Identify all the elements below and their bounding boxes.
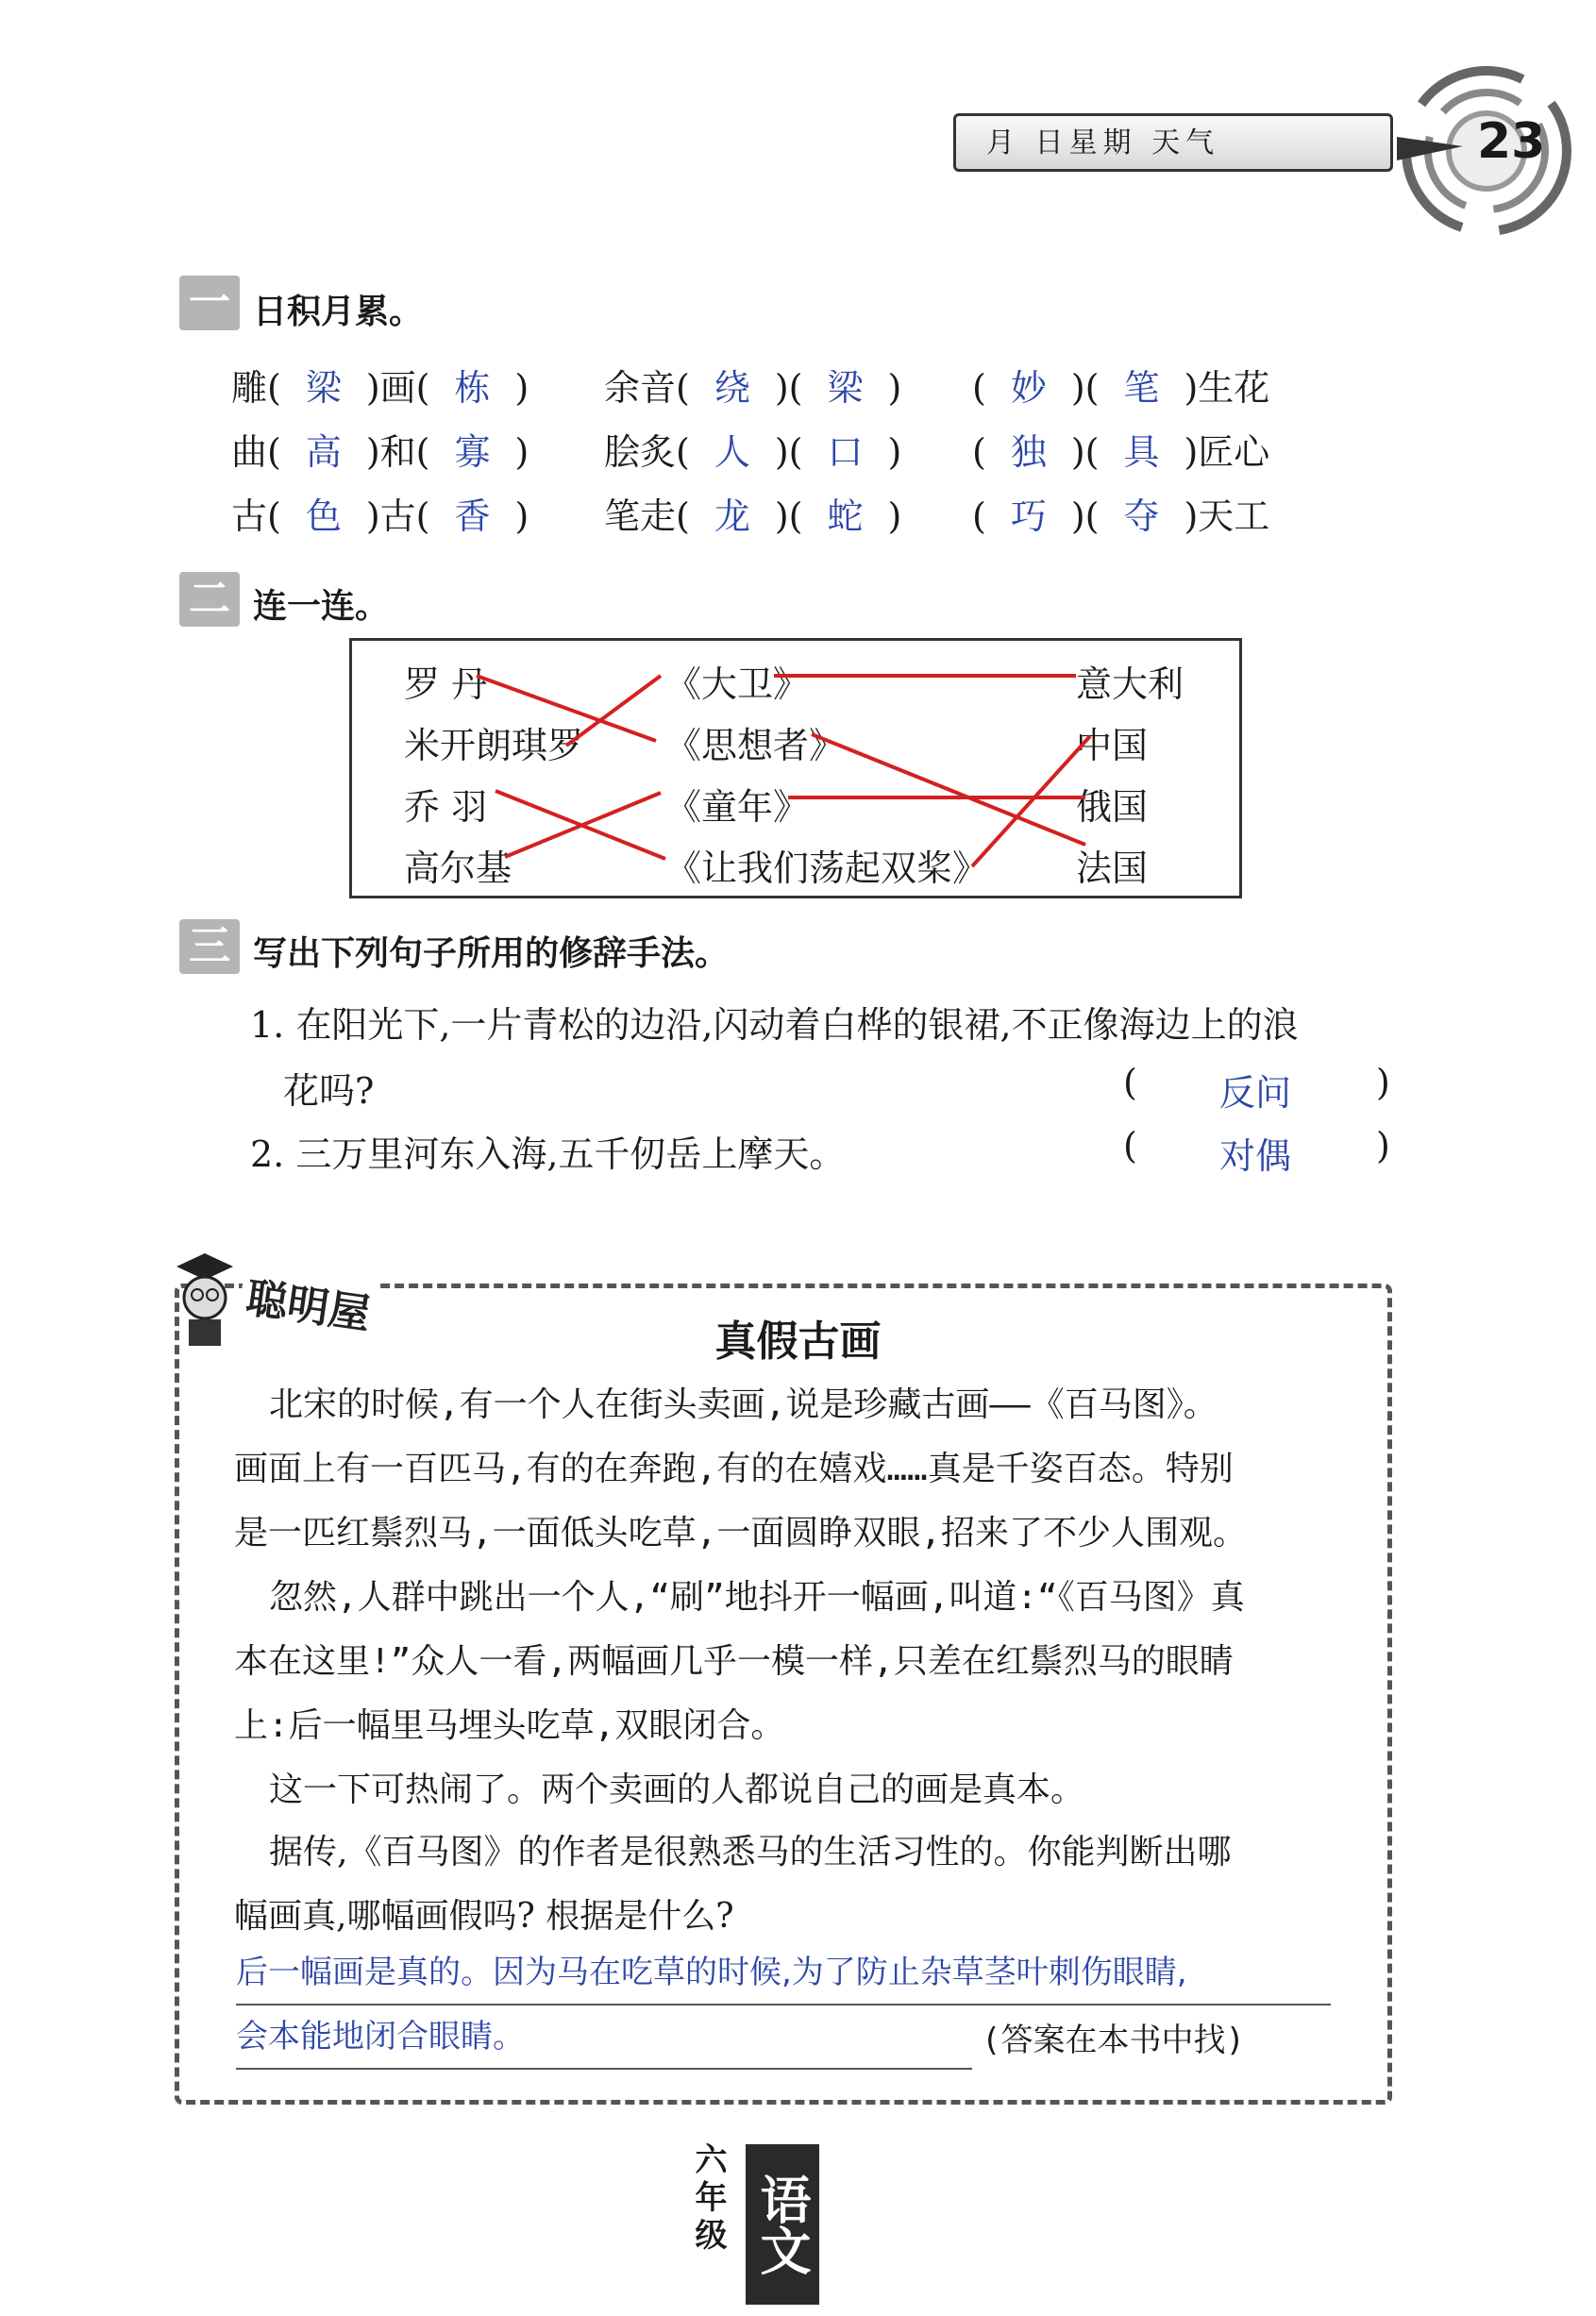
idiom-answer: 栋: [454, 367, 491, 409]
story-p2-line3: 上:后一幅里马埋头吃草,双眼闭合。: [234, 1706, 785, 1745]
idiom-text: ): [887, 367, 902, 409]
idiom-answer: 独: [1010, 431, 1047, 473]
story-title: 真假古画: [714, 1317, 882, 1366]
work-childhood: 《童年》: [665, 786, 810, 828]
idiom-answer: 具: [1123, 431, 1160, 473]
section-2-badge: 二: [179, 572, 240, 627]
idiom-text: 余音(: [604, 367, 690, 409]
idiom-text: 笔走(: [604, 495, 690, 537]
idiom-text: 古(: [231, 495, 281, 537]
idiom-text: (: [972, 495, 986, 537]
idiom-answer: 蛇: [827, 495, 864, 537]
idiom-text: )天工: [1184, 495, 1270, 537]
subject-badge: 语文: [746, 2144, 819, 2305]
country-france: 法国: [1076, 848, 1149, 889]
idiom-text: )匠心: [1184, 431, 1270, 473]
idiom-text: )古(: [365, 495, 430, 537]
line-luodan-thinker: [477, 676, 656, 741]
work-david: 《大卫》: [665, 663, 810, 705]
idiom-answer: 香: [454, 495, 491, 537]
question-1-line-1: 1. 在阳光下,一片青松的边沿,闪动着白桦的银裙,不正像海边上的浪: [250, 1004, 1299, 1046]
story-answer-line2: 会本能地闭合眼睛。: [236, 2010, 972, 2070]
idiom-text: (: [972, 431, 986, 473]
matching-lines: [0, 0, 1596, 944]
idiom-text: )和(: [365, 431, 430, 473]
idiom-text: )(: [1070, 495, 1100, 537]
idiom-answer: 龙: [714, 495, 750, 537]
person-michelangelo: 米开朗琪罗: [404, 725, 584, 766]
idiom-text: )(: [774, 431, 803, 473]
paren-open-1: (: [1123, 1062, 1137, 1103]
line-boat-china: [972, 736, 1090, 866]
answer-source-note: (答案在本书中找): [982, 2022, 1245, 2059]
idiom-text: )生花: [1184, 367, 1270, 409]
story-p1-line1: 北宋的时候,有一个人在街头卖画,说是珍藏古画——《百马图》。: [269, 1385, 1218, 1424]
answer-1: 反问: [1219, 1072, 1292, 1114]
section-2-title: 连一连。: [253, 587, 390, 626]
idiom-answer: 寡: [454, 431, 491, 473]
idiom-answer: 笔: [1123, 367, 1160, 409]
idiom-text: ): [514, 431, 529, 473]
story-p1-line2: 画面上有一百匹马,有的在奔跑,有的在嬉戏……真是千姿百态。特别: [234, 1450, 1234, 1488]
story-question-line2: 幅画真,哪幅画假吗? 根据是什么?: [234, 1897, 734, 1936]
section-3-title: 写出下列句子所用的修辞手法。: [253, 934, 730, 973]
country-china: 中国: [1076, 725, 1149, 766]
idiom-text: ): [887, 495, 902, 537]
idiom-answer: 口: [827, 431, 864, 473]
question-1-line-2: 花吗?: [283, 1070, 375, 1112]
idiom-answer: 夺: [1123, 495, 1160, 537]
date-weather-label: 月 日星期 天气: [986, 126, 1220, 159]
idiom-answer: 梁: [827, 367, 864, 409]
person-gorky: 高尔基: [404, 848, 512, 889]
idiom-text: ): [887, 431, 902, 473]
idiom-answer: 绕: [714, 367, 750, 409]
country-italy: 意大利: [1076, 663, 1184, 705]
person-luodan: 罗 丹: [404, 663, 488, 705]
idiom-text: 曲(: [231, 431, 281, 473]
person-qiaoyu: 乔 羽: [404, 786, 488, 828]
idiom-text: (: [972, 367, 986, 409]
idiom-answer: 妙: [1010, 367, 1047, 409]
idiom-text: )(: [774, 367, 803, 409]
smart-house-logo: 聪明屋: [237, 1263, 380, 1341]
idiom-text: 雕(: [231, 367, 281, 409]
story-p3: 这一下可热闹了。两个卖画的人都说自己的画是真本。: [269, 1771, 1085, 1809]
idiom-text: )(: [1070, 431, 1100, 473]
idiom-answer: 梁: [305, 367, 342, 409]
work-thinker: 《思想者》: [665, 725, 846, 766]
line-michelangelo-david: [566, 676, 661, 746]
section-1-title: 日积月累。: [253, 293, 424, 331]
work-row-the-boat: 《让我们荡起双桨》: [665, 848, 989, 889]
idiom-text: ): [514, 495, 529, 537]
section-3-badge: 三: [179, 919, 240, 974]
idiom-text: )(: [774, 495, 803, 537]
paren-close-1: ): [1376, 1062, 1390, 1103]
story-p2-line1: 忽然,人群中跳出一个人,“刷”地抖开一幅画,叫道:“《百马图》真: [269, 1578, 1245, 1617]
idiom-text: )画(: [365, 367, 430, 409]
country-russia: 俄国: [1076, 786, 1149, 828]
idiom-text: )(: [1070, 367, 1100, 409]
story-question-line1: 据传,《百马图》的作者是很熟悉马的生活习性的。你能判断出哪: [269, 1833, 1232, 1871]
idiom-text: 脍炙(: [604, 431, 690, 473]
answer-2: 对偶: [1219, 1135, 1292, 1177]
paren-close-2: ): [1376, 1125, 1390, 1166]
story-p1-line3: 是一匹红鬃烈马,一面低头吃草,一面圆睁双眼,招来了不少人围观。: [234, 1514, 1248, 1552]
story-p2-line2: 本在这里!”众人一看,两幅画几乎一模一样,只差在红鬃烈马的眼睛: [234, 1642, 1234, 1681]
idiom-answer: 色: [305, 495, 342, 537]
idiom-answer: 巧: [1010, 495, 1047, 537]
idiom-text: ): [514, 367, 529, 409]
question-2: 2. 三万里河东入海,五千仞岳上摩天。: [250, 1133, 846, 1175]
section-1-badge: 一: [179, 276, 240, 330]
idiom-answer: 人: [714, 431, 750, 473]
page-number: 23: [1477, 113, 1546, 170]
paren-open-2: (: [1123, 1125, 1137, 1166]
idiom-answer: 高: [305, 431, 342, 473]
grade-label: 六年级: [689, 2142, 727, 2256]
story-answer-line1: 后一幅画是真的。因为马在吃草的时候,为了防止杂草茎叶刺伤眼睛,: [236, 1946, 1331, 2006]
